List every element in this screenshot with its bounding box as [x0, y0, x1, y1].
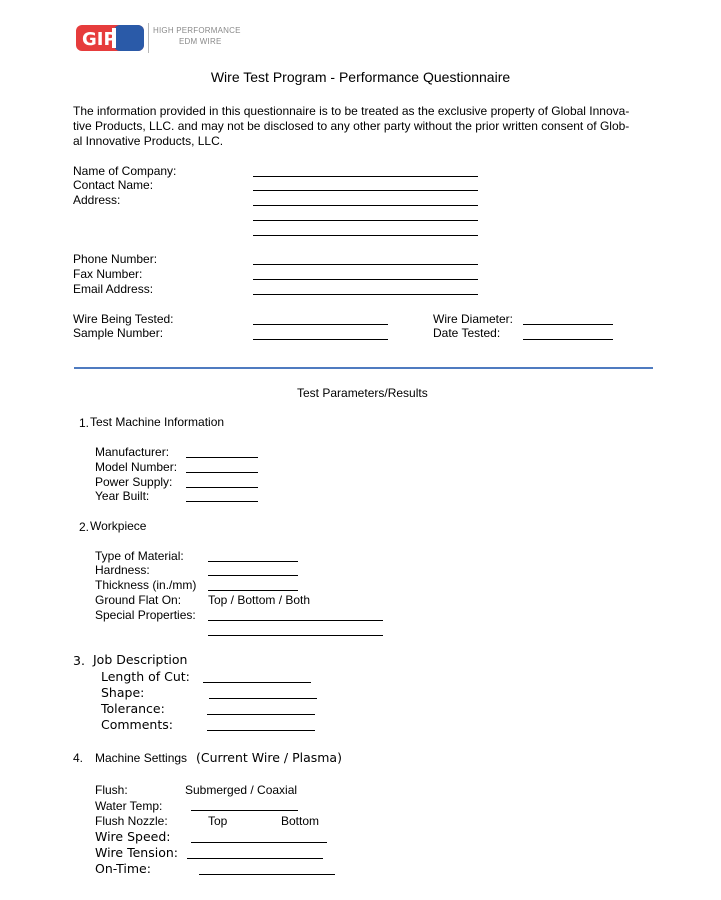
hardness-field[interactable] [208, 575, 298, 576]
sample-number-field[interactable] [253, 339, 388, 340]
wire-tension-label: Wire Tension: [95, 845, 178, 860]
length-of-cut-field[interactable] [203, 682, 311, 683]
intro-paragraph [73, 104, 658, 149]
logo-letters: GIP [82, 29, 117, 50]
intro-line-1: The information provided in this questionnaire is to be treated as the exclusive property of Global Innova- [73, 104, 630, 118]
special-properties-field-2[interactable] [208, 635, 383, 636]
company-label: Name of Company: [73, 164, 177, 178]
address-field-2[interactable] [253, 220, 478, 221]
contact-name-field[interactable] [253, 190, 478, 191]
fax-field[interactable] [253, 279, 478, 280]
water-temp-field[interactable] [191, 810, 298, 811]
s3-number: 3. [73, 653, 85, 668]
brand-line-1: HIGH PERFORMANCE [153, 26, 241, 35]
shape-label: Shape: [101, 685, 145, 700]
sample-number-label: Sample Number: [73, 326, 164, 340]
s4-subtitle: (Current Wire / Plasma) [196, 750, 342, 765]
power-supply-field[interactable] [186, 487, 258, 488]
address-field-1[interactable] [253, 205, 478, 206]
power-supply-label: Power Supply: [95, 475, 173, 489]
address-label: Address: [73, 193, 121, 207]
flush-nozzle-label: Flush Nozzle: [95, 814, 168, 828]
shape-field[interactable] [209, 698, 317, 699]
ground-flat-options[interactable]: Top / Bottom / Both [208, 593, 311, 607]
s1-title: Test Machine Information [90, 415, 225, 429]
on-time-field[interactable] [199, 874, 335, 875]
contact-name-label: Contact Name: [73, 178, 154, 192]
tolerance-field[interactable] [207, 714, 315, 715]
thickness-field[interactable] [208, 590, 298, 591]
phone-field[interactable] [253, 264, 478, 265]
hardness-label: Hardness: [95, 563, 150, 577]
thickness-label: Thickness (in./mm) [95, 578, 197, 592]
brand-line-2: EDM WIRE [179, 37, 222, 46]
date-tested-field[interactable] [523, 339, 613, 340]
company-logo [76, 25, 144, 51]
wire-tested-label: Wire Being Tested: [73, 312, 174, 326]
intro-line-3: al Innovative Products, LLC. [73, 134, 224, 148]
manufacturer-label: Manufacturer: [95, 445, 170, 459]
nozzle-bottom-option[interactable]: Bottom [281, 814, 320, 828]
comments-label: Comments: [101, 717, 173, 732]
year-built-field[interactable] [186, 501, 258, 502]
material-field[interactable] [208, 561, 298, 562]
date-tested-label: Date Tested: [433, 326, 501, 340]
model-field[interactable] [186, 472, 258, 473]
s3-title: Job Description [93, 652, 188, 667]
water-temp-label: Water Temp: [95, 799, 163, 813]
nozzle-top-option[interactable]: Top [208, 814, 228, 828]
company-field[interactable] [253, 176, 478, 177]
flush-options[interactable]: Submerged / Coaxial [185, 783, 298, 797]
gip-logo-icon [76, 25, 144, 51]
section-heading: Test Parameters/Results [297, 386, 428, 400]
s4-title: Machine Settings [95, 751, 188, 765]
email-label: Email Address: [73, 282, 154, 296]
s2-number: 2. [79, 520, 90, 534]
year-built-label: Year Built: [95, 489, 150, 503]
special-properties-label: Special Properties: [95, 608, 196, 622]
comments-field[interactable] [207, 730, 315, 731]
document-title: Wire Test Program - Performance Questionnaire [210, 69, 511, 85]
s1-number: 1. [79, 416, 90, 430]
email-field[interactable] [253, 294, 478, 295]
length-of-cut-label: Length of Cut: [101, 669, 190, 684]
tolerance-label: Tolerance: [101, 701, 165, 716]
logo-divider [148, 23, 149, 53]
section-divider [74, 367, 653, 369]
model-label: Model Number: [95, 460, 178, 474]
wire-tension-field[interactable] [187, 858, 323, 859]
on-time-label: On-Time: [95, 861, 151, 876]
wire-speed-field[interactable] [191, 842, 327, 843]
ground-flat-label: Ground Flat On: [95, 593, 182, 607]
wire-diameter-label: Wire Diameter: [433, 312, 514, 326]
wire-diameter-field[interactable] [523, 324, 613, 325]
special-properties-field-1[interactable] [208, 620, 383, 621]
address-field-3[interactable] [253, 235, 478, 236]
flush-label: Flush: [95, 783, 128, 797]
manufacturer-field[interactable] [186, 457, 258, 458]
s4-number: 4. [73, 751, 84, 765]
material-label: Type of Material: [95, 549, 184, 563]
wire-tested-field[interactable] [253, 324, 388, 325]
s2-title: Workpiece [90, 519, 147, 533]
intro-line-2: tive Products, LLC. and may not be disclosed to any other party without the prior written consent of Glob- [73, 119, 630, 133]
phone-label: Phone Number: [73, 252, 158, 266]
fax-label: Fax Number: [73, 267, 143, 281]
wire-speed-label: Wire Speed: [95, 829, 171, 844]
